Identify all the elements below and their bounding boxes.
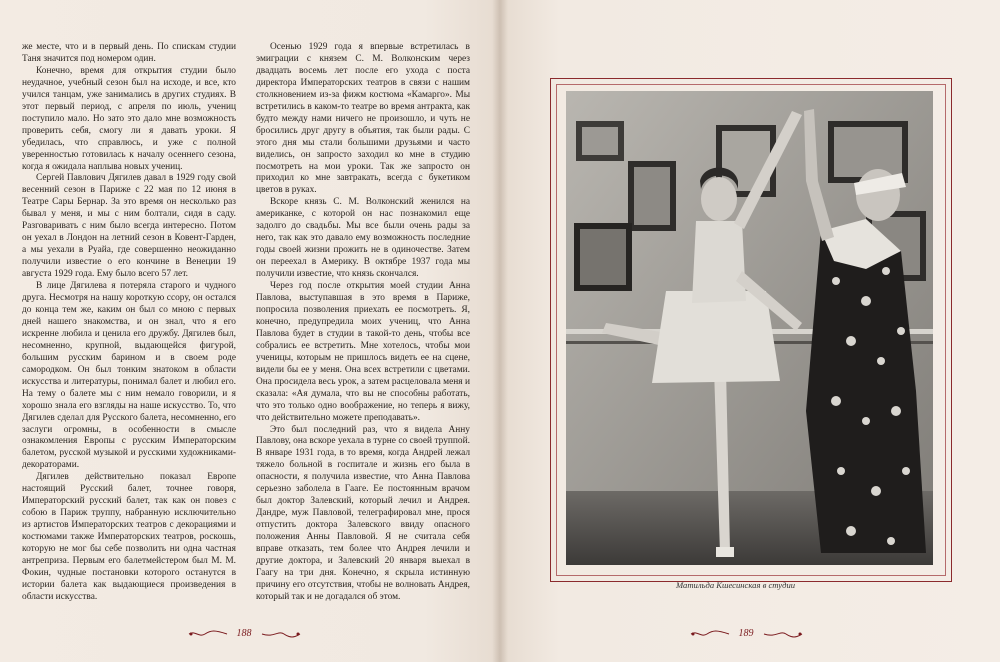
page-number: 189 xyxy=(738,628,754,640)
paragraph: Вскоре князь С. М. Волконский женился на американке, с которой он нас познакомил еще задолго до свадьбы. Мы все были очень рады за него, так как это давало ему возможность последние годы своей жизни прожить не в одиночестве. Затем он переехал в Америку. В октябре 1937 года мы получили известие, что князь скончался. xyxy=(256,197,470,280)
paragraph: Через год после открытия моей студии Анна Павлова, выступавшая в это время в Париже, попросила позволения приехать ее посмотреть. Я, конечно, предупредила моих учениц, что Анна Павлова будет в студии в такой-то день, чтобы все собрались ее встретить. Мне хотелось, чтобы мои ученицы, которым не пришлось видеть ее на сцене, видели бы ее у меня. Она всех встретили с цветами. Она просидела весь урок, а затем расцеловала меня и сказала: «Ая думала, что вы не способны работать, что это только одно воображение, но теперь я вижу, что действительно можете преподавать». xyxy=(256,281,470,423)
flourish-left-icon xyxy=(689,630,731,638)
paragraph: Сергей Павлович Дягилев давал в 1929 году свой весенний сезон в Париже с 22 мая по 12 июня в Театре Сары Бернар. За это время он несколько раз бывал у меня, и мы с ним болтали, сидя в саду. Разговаривать с ним было всегда интересно. Потом он уехал в Лондон на летний сезон в Ковент-Гарден, а мы уехали в Руайа, где совершенно неожиданно получили известие о его кончине в Венеции 19 августа 1929 года. Ему было всего 57 лет. xyxy=(22,173,236,280)
ballet-studio-photo xyxy=(566,91,933,565)
flourish-left-icon xyxy=(187,630,229,638)
page-footer-left xyxy=(174,628,314,642)
photo-illustration xyxy=(566,91,933,565)
book-spine xyxy=(492,0,508,662)
paragraph: Это был последний раз, что я видела Анну Павлову, она вскоре уехала в турне со своей труппой. В январе 1931 года, в то время, когда Андрей лежал тяжело больной в госпитале и жизнь его была в опасности, я получила известие, что Анна Павлова серьезно заболела в Гааге. Ее постоянным врачом был доктор Залевский, который лечил и Андрея. Дандре, муж Павловой, телеграфировал мне, прося отпустить доктора Залевского ввиду опасного положения Анны Павловой. Я не считала себя вправе отказать, тем более что Андрея лечили и другие доктора, и Залевский 20 января выехал в Гаагу на три дня. Конечно, я скрыла истинную причину его отсутствия, чтобы не волновать Андрея, который так и не догадался об этом. xyxy=(256,424,470,602)
flourish-right-icon xyxy=(260,630,302,638)
text-column-2 xyxy=(256,42,470,616)
paragraph: Осенью 1929 года я впервые встретилась в эмиграции с князем С. М. Волконским через двадцать восемь лет после его ухода с поста директора Императорских театров в связи с нашим столкновением из-за фижм костюма «Камарго». Мы встретились в каком-то театре во время антракта, как будто между нами ничего не произошло, и чуть не бросились друг другу в объятия, так были рады. С этого дня мы стали большими друзьями и часто виделись, он запросто заходил ко мне в студию посмотреть на мои уроки. Так же запросто он приходил ко мне завтракать, всегда с букетиком цветов в руках. xyxy=(256,42,470,196)
paragraph: Дягилев действительно показал Европе настоящий Русский балет, точнее говоря, Императорский русский балет, так как он повез с собою в Париж труппу, набранную исключительно из артистов Императорских театров с декорациями и костюмами также Императорских театров, роскошь, которую не мог бы себе позволить ни одна частная антреприза. Первым его балетмейстером был М. М. Фокин, чудные постановки которого останутся в истории балета как выдающиеся произведения в области искусства. xyxy=(22,472,236,602)
flourish-right-icon xyxy=(762,630,804,638)
paragraph: же месте, что и в первый день. По спискам студии Таня значится под номером один. xyxy=(22,42,236,64)
paragraph: В лице Дягилева я потеряла старого и чудного друга. Несмотря на нашу короткую ссору, он остался до конца тем же, каким он был со мною с первых дней нашего знакомства, и он знал, что я его искренне любила и ценила его дружбу. Дягилев был, несомненно, крупной, выдающейся фигурой, большим русским барином и в своем роде самородком. Он был тонким знатоком в области искусства и литературы, понимал балет и любил его. На тему о балете мы с ним немало говорили, и я хорошо знала его взгляды на наше искусство. То, что Дягилев сделал для Русского балета, несомненно, его заслуги огромны, в особенности в смысле ознакомления Европы с русским Императорским балетом, русской музыкой и русскими художниками-декораторами. xyxy=(22,281,236,471)
photo-caption: Матильда Кшесинская в студии xyxy=(676,580,796,590)
page-footer-right xyxy=(676,628,816,642)
text-column-1 xyxy=(22,42,236,616)
paragraph: Конечно, время для открытия студии было неудачное, учебный сезон был на исходе, и все, кто учился танцам, уже занимались в других студиях. В этот первый период, с апреля по июль, учениц поступило мало. Но зато это дало мне возможность проверить себя, смогу ли я давать уроки. Я убедилась, что справлюсь, и уже с полной уверенностью готовилась к началу осеннего сезона, когда я ожидала наплыва новых учениц. xyxy=(22,65,236,172)
page-number: 188 xyxy=(236,628,252,640)
